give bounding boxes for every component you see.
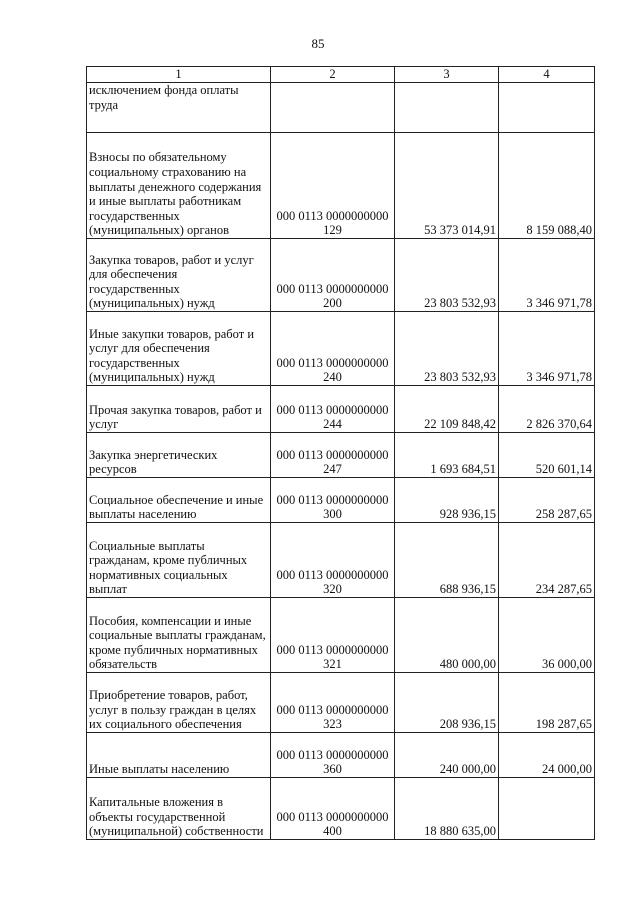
row-col4-value: 3 346 971,78 <box>499 312 595 386</box>
table-row <box>87 673 595 733</box>
row-code: 000 0113 0000000000 200 <box>271 239 395 312</box>
row-name: Прочая закупка товаров, работ и услуг <box>87 386 271 433</box>
table-header-row <box>87 67 595 83</box>
budget-table <box>86 66 595 840</box>
row-name: Взносы по обязательному социальному страхованию на выплаты денежного содержания и иные выплаты работникам государственных (муниципальных) органов <box>87 133 271 239</box>
row-col3-value: 22 109 848,42 <box>395 386 499 433</box>
table-row <box>87 239 595 312</box>
row-name: Закупка энергетических ресурсов <box>87 433 271 478</box>
row-code: 000 0113 0000000000 129 <box>271 133 395 239</box>
row-name: Иные выплаты населению <box>87 733 271 778</box>
row-col3-value: 1 693 684,51 <box>395 433 499 478</box>
row-col4-value: 3 346 971,78 <box>499 239 595 312</box>
table-row <box>87 433 595 478</box>
column-header-1: 1 <box>87 67 271 83</box>
table-row <box>87 598 595 673</box>
row-code: 000 0113 0000000000 240 <box>271 312 395 386</box>
row-name: Иные закупки товаров, работ и услуг для обеспечения государственных (муниципальных) нужд <box>87 312 271 386</box>
row-code: 000 0113 0000000000 400 <box>271 778 395 840</box>
row-col3-value: 53 373 014,91 <box>395 133 499 239</box>
row-col4-value: 198 287,65 <box>499 673 595 733</box>
row-col3-value: 928 936,15 <box>395 478 499 523</box>
row-name: исключением фонда оплаты труда <box>87 83 271 133</box>
row-col4-value: 258 287,65 <box>499 478 595 523</box>
table-row <box>87 386 595 433</box>
row-name: Пособия, компенсации и иные социальные выплаты гражданам, кроме публичных нормативных обязательств <box>87 598 271 673</box>
row-col3-value: 480 000,00 <box>395 598 499 673</box>
row-col3-value: 23 803 532,93 <box>395 239 499 312</box>
row-col3-value: 23 803 532,93 <box>395 312 499 386</box>
row-code: 000 0113 0000000000 300 <box>271 478 395 523</box>
row-col4-value: 36 000,00 <box>499 598 595 673</box>
row-col4-value: 520 601,14 <box>499 433 595 478</box>
row-col4-value: 24 000,00 <box>499 733 595 778</box>
table-row <box>87 733 595 778</box>
row-code: 000 0113 0000000000 320 <box>271 523 395 598</box>
table-row <box>87 83 595 133</box>
row-col4-value: 2 826 370,64 <box>499 386 595 433</box>
row-col3-value: 18 880 635,00 <box>395 778 499 840</box>
row-col3-value: 208 936,15 <box>395 673 499 733</box>
column-header-3: 3 <box>395 67 499 83</box>
row-col4-value: 234 287,65 <box>499 523 595 598</box>
column-header-2: 2 <box>271 67 395 83</box>
row-code <box>271 83 395 133</box>
row-col4-value <box>499 83 595 133</box>
row-code: 000 0113 0000000000 247 <box>271 433 395 478</box>
page-number: 85 <box>311 36 325 51</box>
column-header-4: 4 <box>499 67 595 83</box>
table-row <box>87 523 595 598</box>
row-col4-value: 8 159 088,40 <box>499 133 595 239</box>
row-code: 000 0113 0000000000 360 <box>271 733 395 778</box>
table-row <box>87 133 595 239</box>
row-name: Капитальные вложения в объекты государственной (муниципальной) собственности <box>87 778 271 840</box>
row-col3-value: 688 936,15 <box>395 523 499 598</box>
row-name: Приобретение товаров, работ, услуг в пользу граждан в целях их социального обеспечения <box>87 673 271 733</box>
row-col3-value: 240 000,00 <box>395 733 499 778</box>
row-col3-value <box>395 83 499 133</box>
row-code: 000 0113 0000000000 321 <box>271 598 395 673</box>
row-name: Социальное обеспечение и иные выплаты населению <box>87 478 271 523</box>
row-col4-value <box>499 778 595 840</box>
row-code: 000 0113 0000000000 244 <box>271 386 395 433</box>
row-name: Социальные выплаты гражданам, кроме публичных нормативных социальных выплат <box>87 523 271 598</box>
table-row <box>87 478 595 523</box>
row-name: Закупка товаров, работ и услуг для обеспечения государственных (муниципальных) нужд <box>87 239 271 312</box>
row-code: 000 0113 0000000000 323 <box>271 673 395 733</box>
table-row <box>87 312 595 386</box>
table-row <box>87 778 595 840</box>
